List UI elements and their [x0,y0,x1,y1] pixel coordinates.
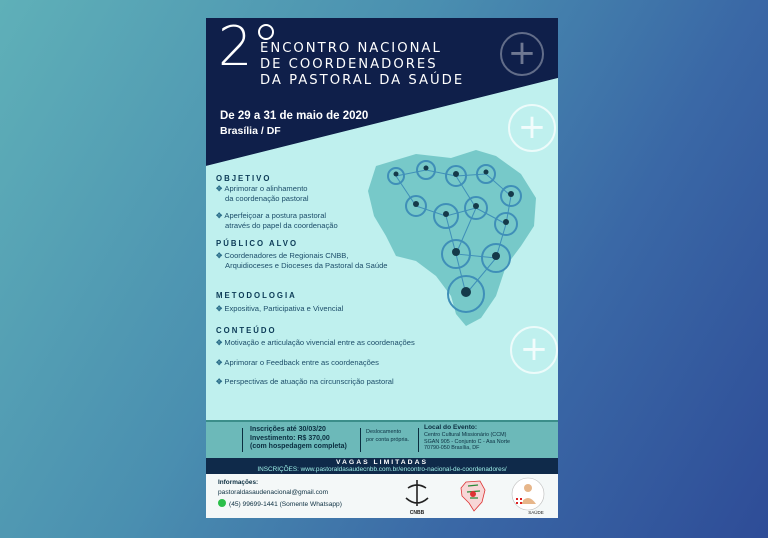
section-heading-metodologia: METODOLOGIA [216,291,297,300]
plus-icon: + [500,32,544,76]
plus-icon: + [510,326,558,374]
contact-title: Informações: [218,479,259,486]
registration-info-bar [206,420,558,458]
registration-details: Inscrições até 30/03/20 Investimento: R$ 370,00 (com hospedagem completa) [250,426,347,450]
edition-number: 2 [218,18,253,78]
objetivo-item: ✥ Aperfeiçoar a postura pastoral através do papel da coordenação [216,211,338,230]
metodologia-item: ✥ Expositiva, Participativa e Vivencial [216,304,344,313]
svg-text:SAÚDE: SAÚDE [528,510,544,515]
svg-text:CNBB: CNBB [409,510,425,516]
pastoral-map-logo [458,478,488,514]
divider [418,428,419,452]
event-poster [206,18,558,518]
cnbb-logo [402,478,432,516]
contact-phone[interactable]: (45) 99699-1441 (Somente Whatsapp) [218,499,342,508]
plus-icon: + [508,104,556,152]
pastoral-saude-logo [506,476,550,516]
poster-footer [206,474,558,518]
venue-details: Local do Evento: Centro Cultural Missionário (CCM) SGAN 905 - Conjunto C - Asa Norte 70790-050 Brasília, DF [424,424,510,452]
registration-link[interactable]: INSCRIÇÕES: www.pastoraldasaudecnbb.com.br/encontro-nacional-de-coordenadores/ [257,466,507,473]
limited-spots-label: VAGAS LIMITADAS [335,459,429,466]
divider [360,428,361,452]
ordinal-degree-mark [258,24,274,40]
whatsapp-icon [218,499,226,507]
event-dates: De 29 a 31 de maio de 2020 [220,110,369,122]
brazil-network-map [356,146,556,346]
event-city: Brasília / DF [220,125,281,137]
event-title: ENCONTRO NACIONAL DE COORDENADORES DA PASTORAL DA SAÚDE [260,41,465,88]
contact-email[interactable]: pastoraldasaudenacional@gmail.com [218,489,329,496]
divider [242,428,243,452]
section-heading-publico-alvo: PÚBLICO ALVO [216,239,299,248]
conteudo-item: ✥ Perspectivas de atuação na circunscrição pastoral [216,377,394,386]
conteudo-item: ✥ Motivação e articulação vivencial entre as coordenações [216,338,415,347]
section-heading-objetivo: OBJETIVO [216,174,272,183]
objetivo-item: ✥ Aprimorar o alinhamento da coordenação pastoral [216,184,309,203]
section-heading-conteudo: CONTEÚDO [216,326,277,335]
conteudo-item: ✥ Aprimorar o Feedback entre as coordenações [216,358,379,367]
registration-banner [206,458,558,474]
travel-note: Deslocamento por conta própria. [366,429,410,443]
publico-alvo-item: ✥ Coordenadores de Regionais CNBB, Arquidioceses e Dioceses da Pastoral da Saúde [216,251,388,270]
